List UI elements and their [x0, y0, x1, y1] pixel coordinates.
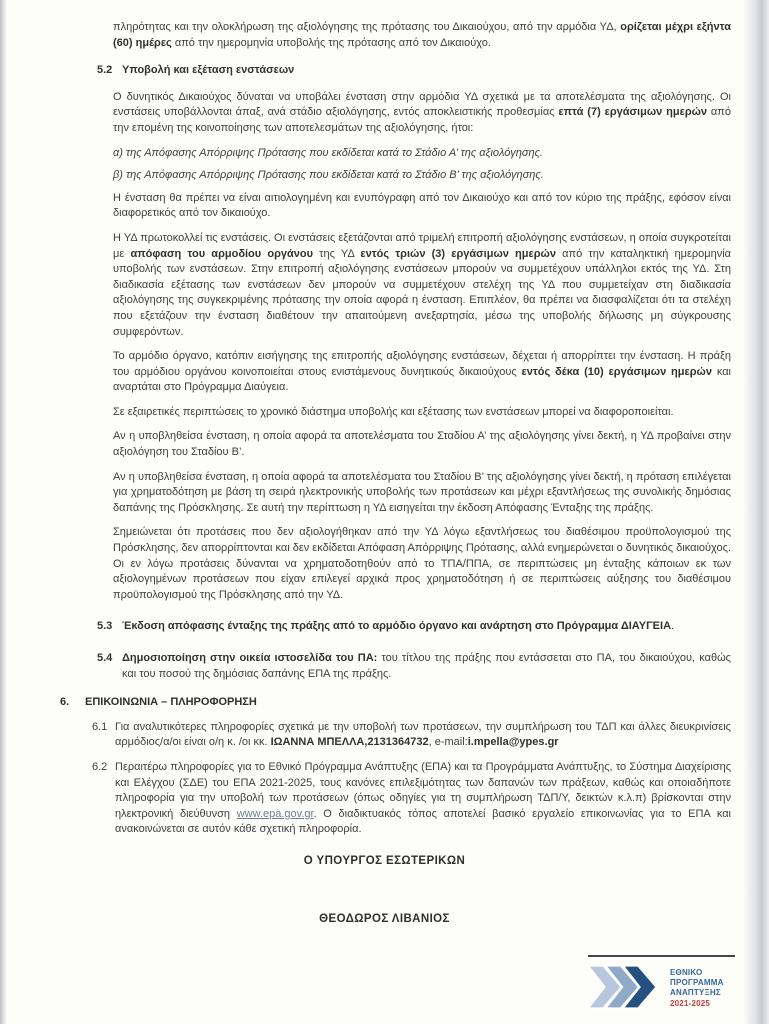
text-content: [122, 651, 731, 682]
text-content: [113, 349, 731, 396]
section-paragraph: [97, 619, 731, 635]
text-content: [113, 470, 731, 517]
section-number: 6.1: [92, 720, 108, 733]
text-segment: . Ο διαδικτυακός τόπος αποτελεί βασικό εργαλείο επικοινωνίας για το ΕΠΑ και ανακοινώνεται σε αυτόν κάθε σχετική πληροφορία.: [115, 807, 731, 836]
text-segment: του τίτλου της πράξης που εντάσσεται στο ΠΑ, του δικαιούχου, καθώς και του ποσού της δημόσιας δαπάνης ΕΠΑ της πράξης.: [122, 652, 731, 680]
text-content: [122, 63, 731, 79]
text-segment: Η ΥΔ πρωτοκολλεί τις ενστάσεις. Οι ενστάσεις εξετάζονται από τριμελή επιτροπή αξιολόγησης ενστάσεων, η οποία συγκροτείται με: [113, 231, 731, 260]
text-content: [115, 720, 731, 751]
epa-website-link[interactable]: www.epa.gov.gr: [236, 807, 314, 820]
logo-divider: [588, 955, 735, 957]
paragraph: [113, 90, 731, 137]
text-content: [113, 168, 731, 184]
text-segment: β) της Απόφασης Απόρριψης Πρότασης που εκδίδεται κατά το Στάδιο Β’ της αξιολόγησης.: [113, 169, 544, 182]
section-heading: [97, 63, 731, 79]
paragraph: [113, 349, 731, 396]
text-segment: Το αρμόδιο όργανο, κατόπιν εισήγησης της επιτροπής αξιολόγησης ενστάσεων, δέχεται ή απορρίπτει την ένσταση. Η πράξη του αρμόδιου οργάνου κοινοποιείται στους ενιστάμενους δυνητικούς δικαιούχους: [113, 350, 731, 378]
text-segment: , e-mail:: [428, 736, 468, 749]
logo-line-3: ΑΝΑΠΤΥΞΗΣ: [670, 988, 721, 997]
text-segment: ΕΠΙΚΟΙΝΩΝΙΑ – ΠΛΗΡΟΦΟΡΗΣΗ: [85, 696, 257, 709]
minister-name: ΘΕΟΔΩΡΟΣ ΛΙΒΑΝΙΟΣ: [319, 912, 450, 925]
text-segment: επτά (7) εργάσιμων ημερών: [558, 106, 708, 119]
text-content: [113, 146, 731, 162]
text-segment: εντός δέκα (10) εργάσιμων ημερών: [521, 365, 712, 378]
numbered-paragraph: [92, 720, 731, 751]
text-content: [113, 90, 731, 137]
text-segment: Ο δυνητικός Δικαιούχος δύναται να υποβάλει ένσταση στην αρμόδια ΥΔ σχετικά με τα αποτελέσματα της αξιολόγησης. Οι ενστάσεις υποβάλλονται άπαξ, ανά στάδιο αξιολόγησης, εντός αποκλειστικής προθεσμίας: [113, 90, 731, 119]
paragraph: [113, 231, 731, 340]
text-content: [113, 525, 731, 603]
minister-title: Ο ΥΠΟΥΡΓΟΣ ΕΣΩΤΕΡΙΚΩΝ: [303, 854, 466, 867]
text-segment: Σε εξαιρετικές περιπτώσεις το χρονικό διάστημα υποβολής και εξέτασης των ενστάσεων μπορεί να διαφοροποιείται.: [113, 405, 674, 418]
text-segment: ορίζεται μέχρι εξήντα (60) ημέρες: [113, 21, 732, 49]
paragraph: [113, 470, 731, 517]
document-blocks: [0, 20, 769, 838]
section-number: 6.2: [92, 760, 108, 773]
document-body: [0, 20, 769, 927]
text-segment: Για αναλυτικότερες πληροφορίες σχετικά με την υποβολή των προτάσεων, την συμπλήρωση του ΤΔΠ και άλλες διευκρινίσεις αρμόδιος/α/οι είναι ο/η κ. /οι κκ.: [115, 720, 731, 749]
section-number: 6.: [60, 696, 70, 709]
text-segment: πληρότητας και την ολοκλήρωση της αξιολόγησης της πρότασης του Δικαιούχου, από την αρμόδια ΥΔ,: [113, 21, 621, 33]
paragraph: [113, 405, 731, 421]
text-segment: απόφαση του αρμοδίου οργάνου: [130, 247, 313, 260]
numbered-paragraph: [92, 760, 731, 838]
text-content: [113, 429, 731, 460]
list-item-italic: [113, 168, 731, 184]
text-segment: ΙΩΑΝΝΑ ΜΠΕΛΛΑ,2131364732: [270, 736, 429, 749]
logo-line-2: ΠΡΟΓΡΑΜΜΑ: [670, 978, 724, 987]
logo-line-1: ΕΘΝΙΚΟ: [670, 968, 703, 977]
section-number: 5.3: [97, 620, 113, 633]
text-segment: Περαιτέρω πληροφορίες για το Εθνικό Πρόγραμμα Ανάπτυξης (ΕΠΑ) και τα Προγράμματα Ανάπτυξης, το Σύστημα Διαχείρισης και Ελέγχου (ΣΔΕ) του ΕΠΑ 2021-2025, τους κανόνες επιλεξιμότητας των δαπανών των πράξεων, καθώς και οποιαδήποτε πληροφορία για την υποβολή των προτάσεων (όπως οδηγίες για τη συμπλήρωση ΤΔΠ/Υ, δεικτών κ.λ.π) βρίσκονται στην ηλεκτρονική διεύθυνση: [115, 760, 731, 820]
list-item-italic: [113, 146, 731, 162]
text-segment: Υποβολή και εξέταση ενστάσεων: [122, 64, 295, 77]
text-segment: εντός τριών (3) εργάσιμων ημερών: [360, 247, 556, 260]
text-content: [113, 191, 731, 222]
chapter-heading: [60, 695, 731, 711]
epa-logo: [588, 955, 738, 1010]
text-segment: α) της Απόφασης Απόρριψης Πρότασης που εκδίδεται κατά το Στάδιο Α’ της αξιολόγησης.: [113, 146, 543, 159]
text-segment: από την επομένη της κοινοποίησης των αποτελεσμάτων της αξιολόγησης, ήτοι:: [113, 106, 731, 134]
text-segment: και αναρτάται στο Πρόγραμμα Διαύγεια.: [113, 365, 731, 394]
section-number: 5.4: [97, 652, 113, 664]
text-content: [122, 619, 731, 635]
section-paragraph: [97, 651, 731, 682]
text-segment: Έκδοση απόφασης ένταξης της πράξης από το αρμόδιο όργανο και ανάρτηση στο Πρόγραμμα ΔΙΑΥΓΕΙΑ: [122, 620, 672, 633]
paragraph: [113, 20, 731, 51]
text-segment: Σημειώνεται ότι προτάσεις που δεν αξιολογήθηκαν από την ΥΔ λόγω εξαντλήσεως του διαθέσιμου προϋπολογισμού της Πρόσκλησης, δεν απορρίπτονται και δεν εκδίδεται Απόφαση Απόρριψης Πρότασης, αλλά ενημερώνεται ο δυνητικός δικαιούχος. Οι εν λόγω προτάσεις δύνανται να χρηματοδοτηθούν από το ΤΠΑ/ΠΠΑ, σε περιπτώσεις μη ένταξης κάποιων εκ των αξιολογημένων προτάσεων που είχαν επιλεγεί αρχικά προς χρηματοδότηση ή σε περιπτώσεις αύξησης του διαθέσιμου προϋπολογισμού της Πρόσκλησης από την ΥΔ.: [113, 526, 731, 601]
text-segment: από την καταληκτική ημερομηνία υποβολής των ενστάσεων. Στην επιτροπή αξιολόγησης ενστάσεων μπορούν να συμμετέχουν υπάλληλοι εκτός της ΥΔ. Στη διαδικασία εξέτασης των ενστάσεων δεν μπορούν να συμμετέχουν στελέχη της ΥΔ που συμμετείχαν στη διαδικασία αξιολόγησης της συγκεκριμένης πρότασης την οποία αφορά η ένσταση. Επιπλέον, θα πρέπει να διασφαλίζεται ότι τα στελέχη που εξετάζουν την ένσταση διαθέτουν την απαιτούμενη ανεξαρτησία, μέσω της υποβολής δήλωσης μη σύγκρουσης συμφερόντων.: [113, 247, 732, 338]
text-segment: Αν η υποβληθείσα ένσταση, η οποία αφορά τα αποτελέσματα του Σταδίου Α’ της αξιολόγησης γίνει δεκτή, η ΥΔ προβαίνει στην αξιολόγηση του Σταδίου Β’.: [113, 430, 731, 459]
paragraph: [113, 525, 731, 603]
text-segment: Η ένσταση θα πρέπει να είναι αιτιολογημένη και ενυπόγραφη από τον Δικαιούχο και από τον κύριο της πράξης, εφόσον είναι διαφορετικός από τον δικαιούχο.: [113, 191, 731, 220]
text-content: [85, 695, 731, 711]
logo-years: 2021-2025: [670, 999, 711, 1008]
text-segment: Δημοσιοποίηση στην οικεία ιστοσελίδα του ΠΑ:: [122, 652, 378, 664]
text-content: [113, 20, 731, 51]
text-segment: της ΥΔ: [313, 247, 361, 260]
text-content: [115, 760, 731, 838]
epa-chevrons-icon: [588, 964, 664, 1010]
paragraph: [113, 429, 731, 460]
text-segment: .: [671, 620, 675, 633]
paragraph: [113, 191, 731, 222]
logo-text: [670, 964, 724, 1009]
text-segment: Αν η υποβληθείσα ένσταση, η οποία αφορά τα αποτελέσματα του Σταδίου Β’ της αξιολόγησης γίνει δεκτή, η πρόταση επιλέγεται για χρηματοδότηση με βάση τη σειρά ηλεκτρονικής υποβολής των προτάσεων και μέχρι εξαντλήσεως της συνολικής δημόσιας δαπάνης της Πρόσκλησης. Σε αυτή την περίπτωση η ΥΔ εισηγείται την έκδοση Απόφασης Ένταξης της πράξης.: [113, 470, 731, 514]
text-segment: από την ημερομηνία υποβολής της πρότασης από τον Δικαιούχο.: [171, 36, 491, 49]
text-content: [113, 405, 731, 421]
section-number: 5.2: [97, 64, 113, 77]
text-segment: i.mpella@ypes.gr: [467, 736, 559, 749]
text-content: [113, 231, 731, 340]
signature-block: [0, 854, 769, 927]
